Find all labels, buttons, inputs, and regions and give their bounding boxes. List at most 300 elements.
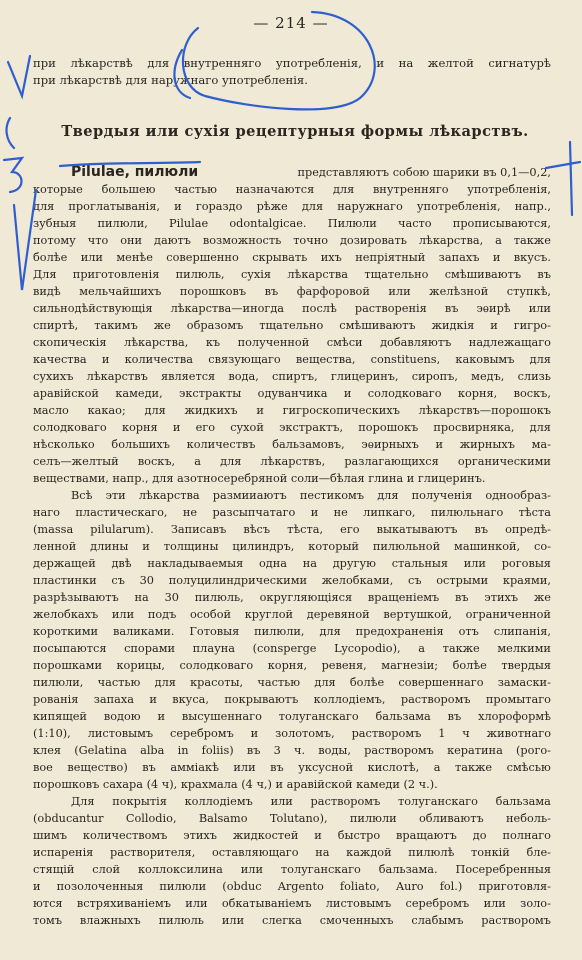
paragraph-1-word: качества <box>33 353 87 366</box>
paragraph-2-word: наго <box>33 506 60 519</box>
paragraph-2-word: золотомъ, <box>275 727 335 740</box>
paragraph-2-word: на <box>134 591 149 604</box>
paragraph-2-word: 3 <box>273 744 281 757</box>
paragraph-3-line <box>33 810 551 827</box>
paragraph-1-word: спиртъ, <box>272 370 318 383</box>
paragraph-1-line <box>33 368 551 385</box>
paragraph-1-word: они <box>120 234 143 247</box>
paragraph-3-word: томъ <box>33 914 63 927</box>
paragraph-3-word: шимъ <box>33 829 68 842</box>
paragraph-2-word: съ <box>111 574 125 587</box>
paragraph-2-word: ч <box>462 727 470 740</box>
paragraph-2-line <box>33 538 551 555</box>
paragraph-1-word: глицеринъ, <box>330 370 399 383</box>
paragraph-2-line <box>33 555 551 572</box>
paragraph-1-word: вкусъ. <box>513 251 551 264</box>
paragraph-1-word: связующаго <box>208 353 281 366</box>
paragraph-3-word: стящій <box>33 863 75 876</box>
paragraph-1-word: полученной <box>237 336 310 349</box>
paragraph-2-word: солодковаго <box>179 659 254 672</box>
paragraph-2-word: вертушкой, <box>383 608 452 621</box>
paragraph-1-word: экстракты <box>179 387 242 400</box>
paragraph-2-word: 30 <box>139 574 154 587</box>
paragraph-2-word: ограниченной <box>465 608 551 621</box>
paragraph-3-word: приготовля- <box>478 880 551 893</box>
paragraph-2-word: (massa <box>33 523 74 536</box>
paragraph-2-word: на <box>302 557 317 570</box>
paragraph-2-word: отъ <box>458 625 479 638</box>
paragraph-3-word: серебромъ <box>405 897 470 910</box>
intro-1-word: на <box>398 56 414 70</box>
paragraph-2-word: вое <box>33 761 53 774</box>
paragraph-2-word: Записавъ <box>170 523 227 536</box>
paragraph-1-word: также <box>513 234 551 247</box>
paragraph-2-word: также <box>454 761 493 774</box>
paragraph-3-line <box>33 861 551 878</box>
paragraph-2-word: и <box>250 727 259 740</box>
paragraph-1-line <box>33 249 551 266</box>
intro-1-word: для <box>147 56 170 70</box>
paragraph-2-word: круглой <box>244 608 294 621</box>
paragraph-1-word: или <box>80 251 103 264</box>
paragraph-1-word: часто <box>398 217 432 230</box>
paragraph-2-word: воды, <box>318 744 351 757</box>
paragraph-1-word: просвирняка, <box>433 421 515 434</box>
paragraph-2-line <box>33 759 551 776</box>
paragraph-3-word: коллоксилина <box>137 863 223 876</box>
paragraph-1-word: скопическія <box>33 336 107 349</box>
intro-line-1 <box>33 55 551 72</box>
paragraph-1-word: пилюль, <box>175 268 225 281</box>
paragraph-2-word: 30 <box>164 591 179 604</box>
paragraph-1-word: наружнаго <box>337 200 403 213</box>
paragraph-1-word: непріятный <box>355 251 426 264</box>
paragraph-3-word: fol.) <box>439 880 463 893</box>
paragraph-2-word: этихъ <box>484 591 519 604</box>
paragraph-1-word: что <box>87 234 109 247</box>
paragraph-2-word: а <box>433 761 441 774</box>
paragraph-1-word: камеди, <box>115 387 163 400</box>
paragraph-2-word: Всѣ <box>71 489 93 502</box>
intro-1-word: употребленія, <box>275 56 362 70</box>
paragraph-2-line: порошковъ сахара (4 ч), крахмала (4 ч,) и аравійской камеди (2 ч.). <box>33 778 438 791</box>
paragraph-2-word: (Gelatina <box>74 744 127 757</box>
intro-1-word: желтой <box>427 56 474 70</box>
paragraph-1-word: селъ—желтый <box>33 455 119 468</box>
paragraph-3-word: или <box>240 863 264 876</box>
paragraph-3-word: Balsamo <box>198 812 248 825</box>
paragraph-2-word: аммiакѣ <box>170 761 219 774</box>
paragraph-1-word: жидкихъ <box>184 404 238 417</box>
paragraph-3-word: быстро <box>337 829 381 842</box>
paragraph-2-word: эти <box>105 489 126 502</box>
paragraph-1-word: жирныхъ <box>459 438 515 451</box>
page-number: — 214 — <box>253 14 329 32</box>
paragraph-1-word: дозировать <box>339 234 407 247</box>
paragraph-2-word: твердыя <box>501 659 551 672</box>
paragraph-1-word: нѣсколько <box>33 438 95 451</box>
paragraph-1-word: лѣкарствъ <box>86 370 148 383</box>
paragraph-2-word: тѣста <box>518 506 551 519</box>
paragraph-2-word: однообраз- <box>485 489 551 502</box>
paragraph-1-word: въ <box>264 285 279 298</box>
paragraph-1-word: добавляютъ <box>380 336 452 349</box>
paragraph-1-word: лѣкарства, <box>418 234 484 247</box>
paragraph-2-word: длины <box>90 540 129 553</box>
paragraph-3-word: каждой <box>346 846 392 859</box>
paragraph-3-word: неболь- <box>505 812 551 825</box>
paragraph-1-word: смѣшиваютъ <box>444 268 522 281</box>
paragraph-2-word: желобкахъ <box>33 608 99 621</box>
paragraph-1-word: или <box>528 302 551 315</box>
paragraph-2-word: покрываютъ <box>224 693 299 706</box>
paragraph-2-word: въ <box>270 761 284 774</box>
paragraph-1-word: солодковаго <box>367 387 442 400</box>
paragraph-1-word: въ <box>444 302 459 315</box>
paragraph-1-word: же <box>153 319 171 332</box>
intro-line-2: при лѣкарствѣ для наружнаго употребленія. <box>33 73 308 87</box>
paragraph-1-word: тщательно <box>259 319 324 332</box>
paragraph-1-word: ступкѣ, <box>506 285 551 298</box>
paragraph-1-word: эѳирѣ <box>476 302 511 315</box>
paragraph-2-word: слипанія, <box>493 625 551 638</box>
paragraph-1-word: приготовленія <box>72 268 160 281</box>
paragraph-2-word: (рого- <box>516 744 551 757</box>
paragraph-3-word: и <box>314 829 322 842</box>
paragraph-3-word: листовымъ <box>325 897 392 910</box>
paragraph-2-word: замаски- <box>497 676 551 689</box>
paragraph-3-word: Auro <box>395 880 424 893</box>
paragraph-2-word: (conspergе <box>252 642 317 655</box>
paragraph-3-word: (obducantur <box>33 812 104 825</box>
paragraph-2-word: бальзама <box>375 710 431 723</box>
paragraph-1-word: сиропъ, <box>411 370 458 383</box>
pilulae-term: Pilulae, пилюли <box>71 164 199 180</box>
paragraph-2-word: foliis) <box>201 744 234 757</box>
paragraph-2-word: держащей <box>33 557 96 570</box>
paragraph-1-word: спиртѣ, <box>33 319 79 332</box>
paragraph-2-word: въ <box>447 710 462 723</box>
paragraph-1-word: возможность <box>202 234 282 247</box>
paragraph-2-word: также <box>442 642 480 655</box>
paragraph-1-word: и <box>172 421 181 434</box>
paragraph-2-word: in <box>177 744 189 757</box>
paragraph-2-word: вещество) <box>67 761 128 774</box>
pilulae-first-line <box>33 164 551 181</box>
paragraph-1-word: гигро- <box>513 319 551 332</box>
paragraph-1-word: корня <box>121 421 158 434</box>
paragraph-2-word: который <box>308 540 359 553</box>
paragraph-2-word: подъ <box>147 608 177 621</box>
paragraph-1-word: и <box>343 387 352 400</box>
paragraph-3-word: или <box>270 795 293 808</box>
paragraph-1-line <box>33 453 551 470</box>
paragraph-2-word: болѣе <box>452 659 487 672</box>
paragraph-2-word: полученія <box>411 489 473 502</box>
paragraph-1-word: воскъ, <box>513 387 551 400</box>
paragraph-2-line <box>33 708 551 725</box>
paragraph-2-word: 1 <box>438 727 446 740</box>
paragraph-2-word: выкатываютъ <box>376 523 458 536</box>
paragraph-1-word: и <box>435 438 443 451</box>
paragraph-3-word: бальзама. <box>378 863 438 876</box>
paragraph-2-word: цилиндръ, <box>232 540 295 553</box>
paragraph-1-word: смѣшиваютъ <box>339 319 416 332</box>
paragraph-2-word: серебромъ <box>170 727 234 740</box>
paragraph-3-word: покрытія <box>112 795 167 808</box>
paragraph-1-word: скрывать <box>252 251 308 264</box>
paragraph-1-word: совершенно <box>166 251 239 264</box>
paragraph-2-word: кератина <box>447 744 503 757</box>
paragraph-2-word: кислотѣ, <box>367 761 420 774</box>
paragraph-1-word: употребленія, <box>467 183 551 196</box>
paragraph-1-word: напр., <box>514 200 551 213</box>
paragraph-2-word: пилюльной <box>372 540 441 553</box>
paragraph-1-word: слизь <box>517 370 551 383</box>
paragraph-1-word: рѣже <box>256 200 288 213</box>
paragraph-2-word: въ <box>142 761 156 774</box>
paragraph-2-word: болѣе <box>349 676 385 689</box>
paragraph-1-word: для <box>220 455 242 468</box>
paragraph-1-line <box>33 334 551 351</box>
paragraph-2-word: лѣкарства <box>138 489 200 502</box>
paragraph-2-word: двѣ <box>111 557 132 570</box>
paragraph-2-line <box>33 657 551 674</box>
paragraph-1-word: потому <box>33 234 76 247</box>
paragraph-1-word: каковымъ <box>455 353 515 366</box>
paragraph-2-word: липкаго, <box>363 506 416 519</box>
paragraph-3-word: пилюли <box>159 880 207 893</box>
paragraph-1-word: эѳирныхъ <box>361 438 419 451</box>
paragraph-2-word: запаха <box>93 693 135 706</box>
paragraph-1-word: количества <box>124 353 194 366</box>
paragraph-3-word: foliato, <box>339 880 380 893</box>
paragraph-1-word: Для <box>33 268 57 281</box>
paragraph-3-word: и <box>33 880 41 893</box>
paragraph-1-word: большихъ <box>111 438 170 451</box>
paragraph-3-word: позолоченныя <box>56 880 144 893</box>
paragraph-2-word: въ <box>474 523 489 536</box>
paragraph-2-word: частью <box>97 676 141 689</box>
paragraph-2-word: спорами <box>124 642 176 655</box>
pen-bracket-mark <box>7 118 14 148</box>
paragraph-1-word: и <box>101 353 110 366</box>
paragraph-1-word: odontalgicae. <box>229 217 307 230</box>
paragraph-1-word: Пилюли <box>327 217 377 230</box>
paragraph-2-line <box>33 521 551 538</box>
paragraph-1-word: сухія <box>240 268 272 281</box>
paragraph-1-line <box>33 351 551 368</box>
paragraph-2-word: пилюли, <box>33 676 84 689</box>
paragraph-3-word: или <box>185 897 208 910</box>
paragraph-2-word: для <box>314 676 336 689</box>
paragraph-2-word: и <box>149 693 157 706</box>
paragraph-2-word: вкуса, <box>172 693 209 706</box>
paragraph-1-word: ихъ <box>320 251 342 264</box>
paragraph-2-word: частью <box>257 676 301 689</box>
paragraph-1-word: лѣкарства <box>287 268 349 281</box>
paragraph-3-line <box>33 844 551 861</box>
paragraph-1-word: для <box>332 183 355 196</box>
paragraph-1-word: корня, <box>457 387 498 400</box>
paragraph-1-word: къ <box>205 336 221 349</box>
paragraph-2-word: клея <box>33 744 62 757</box>
paragraph-1-line <box>33 419 551 436</box>
paragraph-1-line <box>33 300 551 317</box>
paragraph-1-word: для <box>529 353 551 366</box>
paragraph-2-word: совершеннаго <box>398 676 484 689</box>
section-heading: Твердыя или сухія рецептурныя формы лѣкарствъ. <box>61 123 529 140</box>
paragraph-2-word: пестикомъ <box>299 489 365 502</box>
paragraph-2-word: другую <box>332 557 376 570</box>
paragraph-1-word: гигроскопическихъ <box>282 404 400 417</box>
paragraph-1-word: бальзамовъ, <box>272 438 345 451</box>
pen-plus-mark-v <box>570 142 572 215</box>
paragraph-2-word: предохраненія <box>355 625 444 638</box>
paragraph-2-word: рованія <box>33 693 79 706</box>
paragraph-1-word: растворенія <box>354 302 427 315</box>
paragraph-1-word: и <box>492 251 501 264</box>
paragraph-2-line <box>33 589 551 606</box>
paragraph-2-word: вращеніемъ <box>367 591 440 604</box>
paragraph-1-word: болѣе <box>33 251 68 264</box>
paragraph-3-word: бле- <box>526 846 551 859</box>
paragraph-2-word: валиками. <box>112 625 175 638</box>
paragraph-2-word: или <box>233 761 256 774</box>
paragraph-2-word: (1:10), <box>33 727 71 740</box>
paragraph-2-line <box>33 725 551 742</box>
paragraph-2-word: растворомъ <box>400 693 471 706</box>
paragraph-1-line <box>33 266 551 283</box>
paragraph-2-word: пилюльнаго <box>430 506 504 519</box>
paragraph-1-word: вода, <box>228 370 259 383</box>
paragraph-2-word: опредѣ- <box>505 523 551 536</box>
paragraph-1-word: точно <box>293 234 329 247</box>
paragraph-3-word: пилюлѣ <box>408 846 455 859</box>
paragraph-2-line <box>33 742 551 759</box>
paragraph-3-word: Посеребренныя <box>455 863 551 876</box>
paragraph-3-word: вращаютъ <box>396 829 457 842</box>
paragraph-1-word: и <box>490 319 498 332</box>
paragraph-1-word: видѣ <box>33 285 61 298</box>
paragraph-3-word: растворомъ <box>310 795 381 808</box>
paragraph-1-word: Pilulae <box>169 217 209 230</box>
paragraph-2-word: alba <box>140 744 165 757</box>
paragraph-1-word: большею <box>101 183 156 196</box>
paragraph-1-word: лѣкарства, <box>124 336 189 349</box>
paragraph-2-word: растворомъ <box>351 727 422 740</box>
paragraph-1-word: и <box>174 200 182 213</box>
paragraph-2-word: краями, <box>502 574 551 587</box>
paragraph-2-word: порошками <box>33 659 102 672</box>
paragraph-3 <box>33 793 551 929</box>
paragraph-2-word: красоты, <box>190 676 244 689</box>
paragraph-3-word: растворителя, <box>109 846 196 859</box>
paragraph-1-word: вещества, <box>295 353 356 366</box>
paragraph-2 <box>33 487 551 793</box>
paragraph-1-line <box>33 317 551 334</box>
paragraph-2-word: промытаго <box>485 693 551 706</box>
paragraph-2-word: кипящей <box>33 710 87 723</box>
paragraph-3-word: ются <box>33 897 63 910</box>
paragraph-2-word: желобками, <box>321 574 394 587</box>
paragraph-1-word: для <box>529 421 551 434</box>
paragraph-3-word: жидкостей <box>232 829 299 842</box>
paragraph-1-line <box>33 436 551 453</box>
paragraph-2-line <box>33 623 551 640</box>
paragraph-2-word: для <box>154 676 176 689</box>
paragraph-1-word: гораздо <box>195 200 243 213</box>
paragraph-2-word: толуганскаго <box>278 710 359 723</box>
paragraph-1-word: надлежащаго <box>468 336 551 349</box>
paragraph-1-word: для <box>301 200 324 213</box>
paragraph-2-word: машинкой, <box>454 540 521 553</box>
paragraph-2-word: а <box>418 642 425 655</box>
paragraph-1-word: смѣси <box>326 336 363 349</box>
paragraph-3-word: полнаго <box>502 829 551 842</box>
paragraph-2-word: или <box>463 557 486 570</box>
paragraph-1-word: воскъ, <box>137 455 176 468</box>
paragraph-3-word: этихъ <box>183 829 217 842</box>
paragraph-2-word: со- <box>534 540 551 553</box>
paragraph-2-word: полуцилиндрическими <box>168 574 308 587</box>
paragraph-1-word: тщательно <box>364 268 429 281</box>
paragraph-3-word: встряхиваніемъ <box>76 897 171 910</box>
paragraph-2-word: тѣста, <box>287 523 324 536</box>
paragraph-3-word: Argento <box>277 880 324 893</box>
paragraph-1-word: назначаются <box>235 183 315 196</box>
paragraph-1-line <box>33 181 551 198</box>
paragraph-3-word: слой <box>92 863 121 876</box>
paragraph-1-line <box>33 232 551 249</box>
paragraph-2-line <box>33 487 551 504</box>
paragraph-2-word: не <box>182 506 198 519</box>
paragraph-1-word: а <box>495 234 502 247</box>
paragraph-2-word: Готовыя <box>189 625 240 638</box>
paragraph-3-line <box>33 793 551 810</box>
paragraph-1-word: constituens, <box>370 353 441 366</box>
pen-check-mark-top <box>8 56 30 96</box>
paragraph-1-word: проглатыванія, <box>68 200 160 213</box>
paragraph-3-word: влажныхъ <box>79 914 141 927</box>
paragraph-2-word: не <box>333 506 348 519</box>
paragraph-1-word: менѣе <box>116 251 153 264</box>
paragraph-3-word: бальзама <box>495 795 551 808</box>
paragraph-3-word: пилюли <box>349 812 397 825</box>
paragraph-2-word: въ <box>246 744 261 757</box>
paragraph-3-word: Tolutano), <box>269 812 328 825</box>
paragraph-1-line <box>33 402 551 419</box>
paragraph-2-word: плауна <box>192 642 236 655</box>
paragraph-3-word: оставляющаго <box>211 846 299 859</box>
paragraph-1-word: какао; <box>87 404 126 417</box>
paragraph-3-word: толуганскаго <box>398 795 478 808</box>
paragraph-2-word: смѣсью <box>506 761 551 774</box>
paragraph-2-word: пилюли, <box>254 625 305 638</box>
paragraph-1-word: масло <box>33 404 69 417</box>
paragraph-2-word: и <box>310 506 319 519</box>
paragraph-1-word: употребленія, <box>416 200 501 213</box>
paragraph-3-word: слабымъ <box>411 914 464 927</box>
paragraph-3-word: смоченныхъ <box>319 914 394 927</box>
paragraph-2-word: короткими <box>33 625 99 638</box>
intro-1-word: при <box>33 56 56 70</box>
paragraph-2-word: уксусной <box>298 761 354 774</box>
paragraph-2-word: хлороформѣ <box>478 710 551 723</box>
intro-1-word: внутренняго <box>183 56 262 70</box>
paragraph-2-word: или <box>111 608 135 621</box>
paragraph-1-line <box>33 283 551 300</box>
